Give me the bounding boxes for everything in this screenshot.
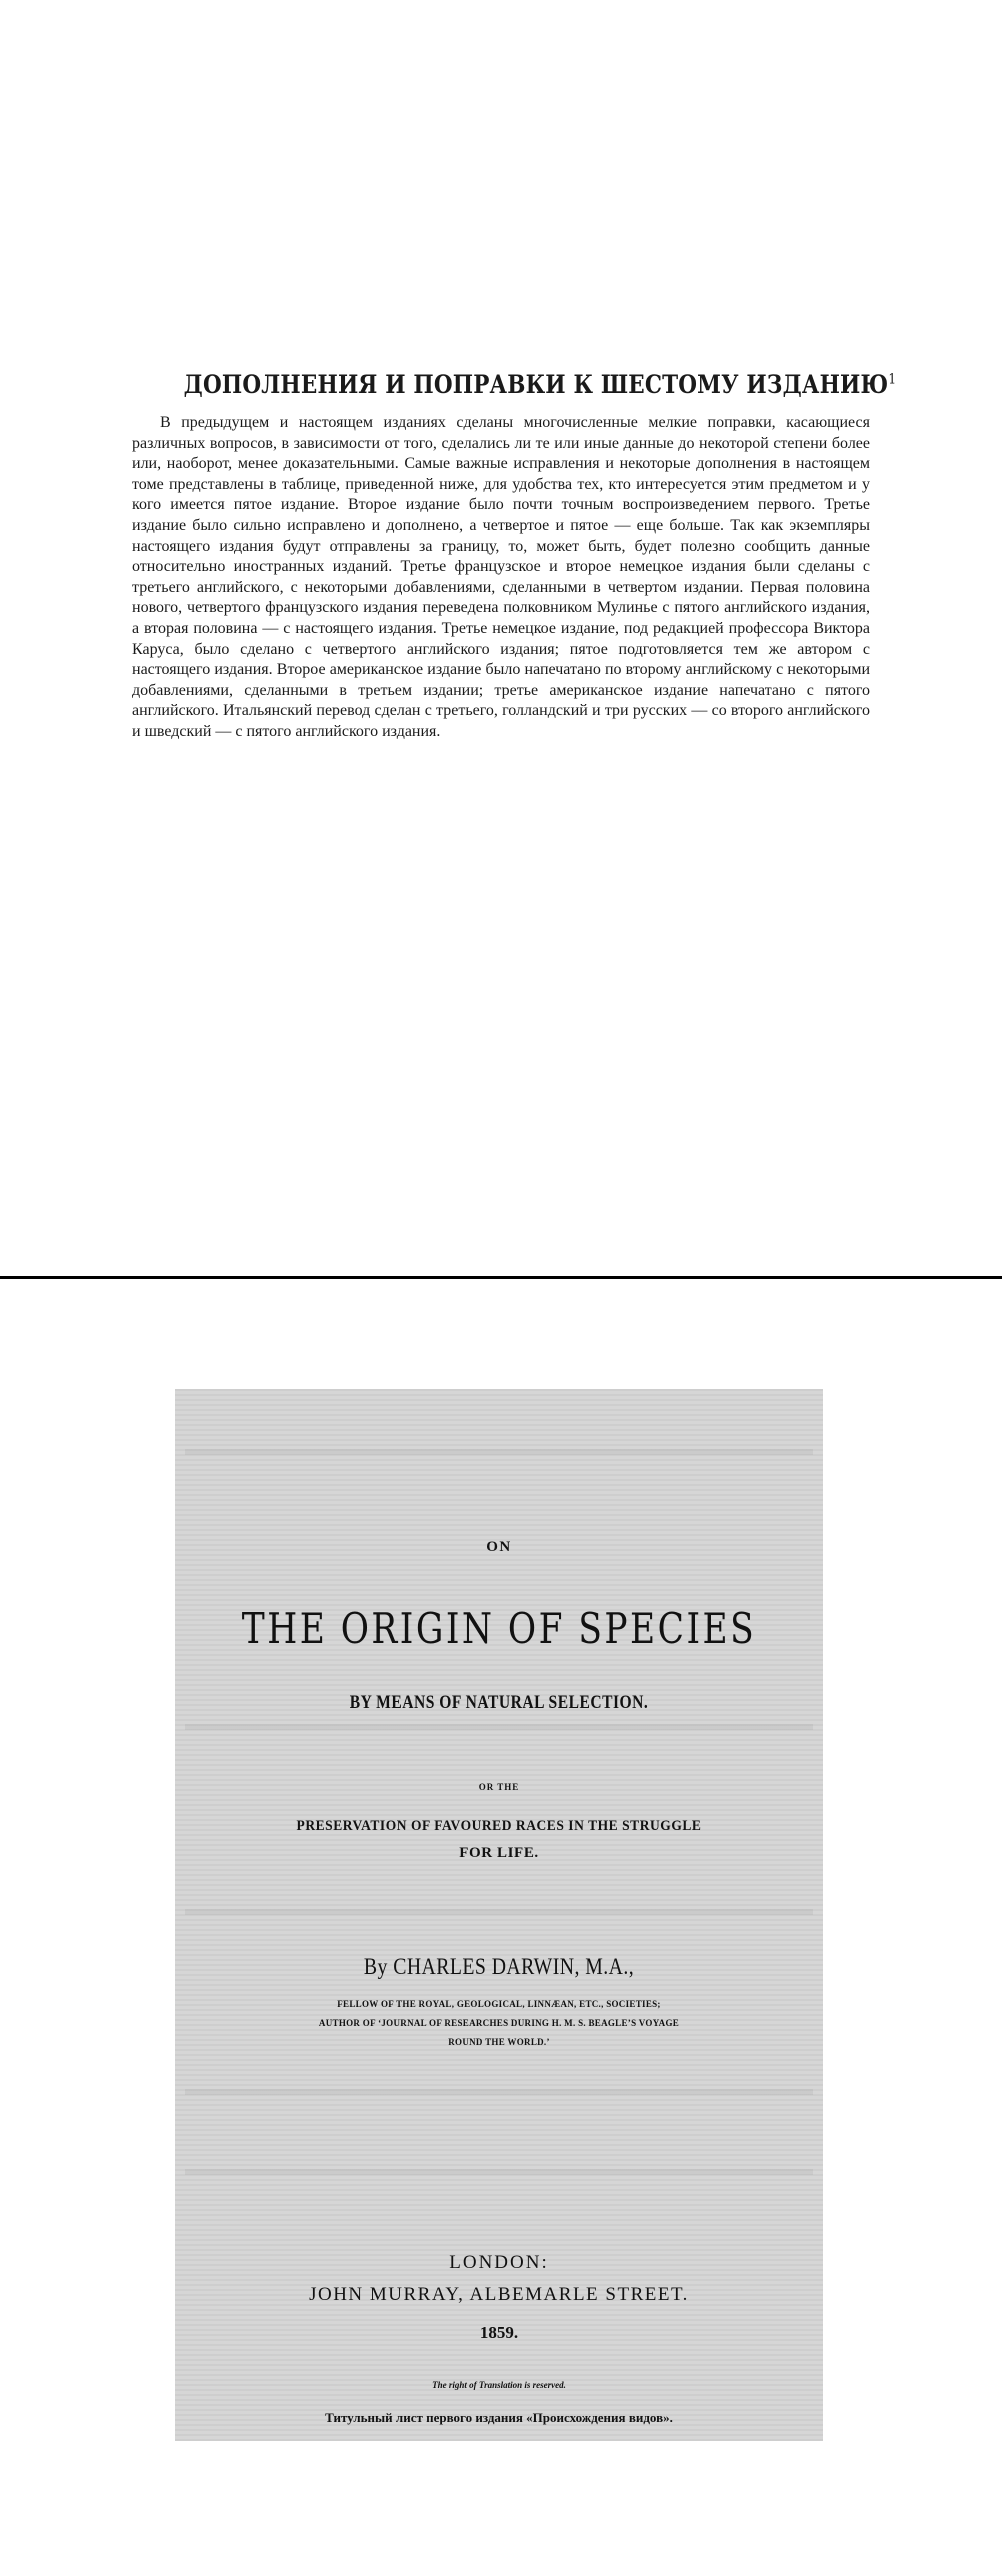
rights-notice: The right of Translation is reserved. — [432, 2380, 566, 2390]
book-title: THE ORIGIN OF SPECIES — [241, 1604, 757, 1653]
imprint-city: LONDON: — [449, 2252, 549, 2273]
subtitle-means: BY MEANS OF NATURAL SELECTION. — [349, 1692, 649, 1713]
imprint-publisher: JOHN MURRAY, ALBEMARLE STREET. — [309, 2284, 689, 2305]
heading-text: ДОПОЛНЕНИЯ И ПОПРАВКИ К ШЕСТОМУ ИЗДАНИЮ — [183, 370, 889, 399]
subtitle-preservation-line-1: PRESERVATION OF FAVOURED RACES IN THE STRUGGLE — [296, 1818, 702, 1834]
bleed-through-band — [185, 2089, 813, 2095]
body-paragraph: В предыдущем и настоящем изданиях сделаны многочисленные мелкие поправки, касающиеся различных вопросов, в зависимости от того, сделались ли те или иные данные до некоторой степени более или, наоборот, менее доказательными. Самые важные исправления и некоторые дополнения в настоящем томе представлены в таблице, приведенной ниже, для удобства тех, кто интересуется этим предметом и у кого имеется пятое издание. Второе издание было почти точным воспроизведением первого. Третье издание было сильно исправлено и дополнено, а четвертое и пятое — еще больше. Так как экземпляры настоящего издания будут отправлены за границу, то, может быть, будет полезно сообщить данные относительно иностранных изданий. Третье французское и второе немецкое издания были сделаны с третьего английского, с некоторыми добавлениями, сделанными в четвертом издании. Первая половина нового, четвертого французского издания переведена полковником Мулинье с пятого английского издания, а вторая половина — с настоящего издания. Третье немецкое издание, под редакцией профессора Виктора Каруса, было сделано с четвертого английского издания; пятое подготовляется тем же автором с настоящего издания. Второе американское издание было напечатано по второму английскому с некоторыми добавлениями, сделанными в третьем издании; третье американское издание напечатано с пятого английского. Итальянский перевод сделан с третьего, голландский и три русских — со второго английского и шведский — с пятого английского издания. — [132, 414, 870, 740]
bleed-through-band — [185, 1724, 813, 1730]
subtitle-or-the: OR THE — [478, 1782, 520, 1792]
bleed-through-band — [185, 1449, 813, 1455]
figure-caption: Титульный лист первого издания «Происхождения видов». — [325, 2410, 673, 2425]
addenda-section — [132, 370, 897, 743]
imprint-year: 1859. — [479, 2323, 519, 2342]
title-page — [0, 1279, 1002, 2554]
author-line: By CHARLES DARWIN, M.A., — [363, 1954, 635, 1979]
subtitle-preservation-line-2: FOR LIFE. — [459, 1845, 539, 1861]
title-page-scan — [175, 1389, 823, 2441]
bleed-through-band — [185, 1909, 813, 1915]
author-journal-line-2: ROUND THE WORLD.’ — [448, 2037, 550, 2047]
section-heading — [183, 370, 897, 399]
bleed-through-band — [185, 2169, 813, 2175]
author-journal-line-1: AUTHOR OF ‘JOURNAL OF RESEARCHES DURING H. M. S. BEAGLE’S VOYAGE — [318, 2018, 680, 2028]
author-fellowship: FELLOW OF THE ROYAL, GEOLOGICAL, LINNÆAN, ETC., SOCIETIES; — [337, 1999, 661, 2009]
footnote-mark: 1 — [888, 371, 897, 388]
title-on: ON — [486, 1539, 512, 1555]
